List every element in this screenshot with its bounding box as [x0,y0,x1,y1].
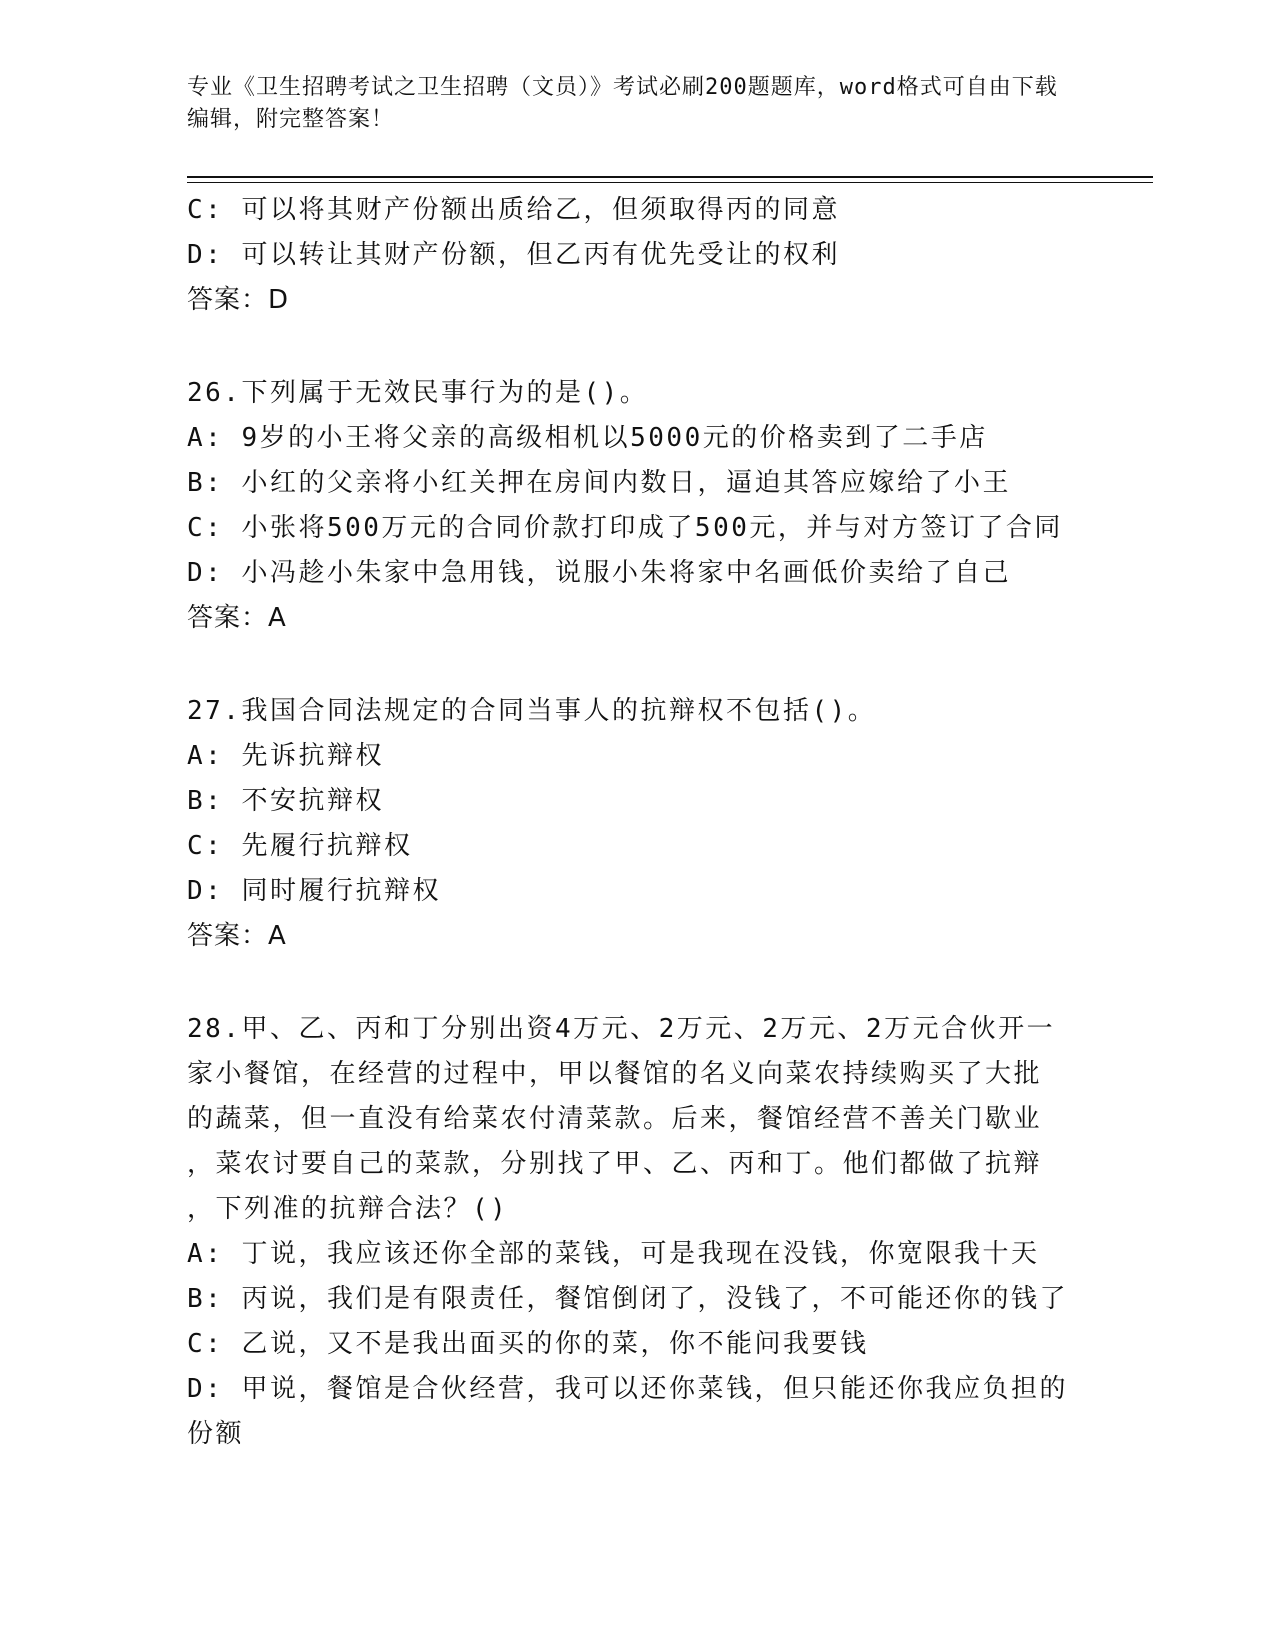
page-header: 专业《卫生招聘考试之卫生招聘（文员）》考试必刷200题题库，word格式可自由下载编辑，附完整答案！ [187,75,1058,132]
q26-option-a: A: 9岁的小王将父亲的高级相机以5000元的价格卖到了二手店 [187,423,988,453]
prev-option-c: C: 可以将其财产份额出质给乙，但须取得丙的同意 [187,195,840,225]
q28-option-c: C: 乙说，又不是我出面买的你的菜，你不能问我要钱 [187,1329,869,1359]
q28-stem-line-1: 28.甲、乙、丙和丁分别出资4万元、2万元、2万元、2万元合伙开一 [187,1014,1056,1044]
q28-option-a: A: 丁说，我应该还你全部的菜钱，可是我现在没钱，你宽限我十天 [187,1239,1040,1269]
q28-stem-line-4: ，菜农讨要自己的菜款，分别找了甲、乙、丙和丁。他们都做了抗辩 [187,1149,1043,1179]
q26-option-d: D: 小冯趁小朱家中急用钱，说服小朱将家中名画低价卖给了自己 [187,558,1011,588]
q26-stem: 26.下列属于无效民事行为的是()。 [187,378,649,408]
q26-option-c: C: 小张将500万元的合同价款打印成了500元，并与对方签订了合同 [187,513,1063,543]
q26-option-b: B: 小红的父亲将小红关押在房间内数日，逼迫其答应嫁给了小王 [187,468,1011,498]
prev-answer: 答案：D [187,285,290,315]
q27-option-a: A: 先诉抗辩权 [187,741,384,771]
q27-option-d: D: 同时履行抗辩权 [187,876,441,906]
spacer [187,959,1087,1007]
q28-option-d: D: 甲说，餐馆是合伙经营，我可以还你菜钱，但只能还你我应负担的 [187,1374,1068,1404]
header-rule-thick [187,176,1153,178]
header-rule-thin [187,182,1153,183]
q27-answer: 答案：A [187,921,287,951]
q28-stem-line-2: 家小餐馆，在经营的过程中，甲以餐馆的名义向菜农持续购买了大批 [187,1059,1043,1089]
spacer [187,323,1087,371]
q28-stem-line-3: 的蔬菜，但一直没有给菜农付清菜款。后来，餐馆经营不善关门歇业 [187,1104,1043,1134]
q27-option-b: B: 不安抗辩权 [187,786,384,816]
q27-option-c: C: 先履行抗辩权 [187,831,413,861]
q28-option-d-continued: 份额 [187,1419,245,1449]
spacer [187,641,1087,689]
prev-option-d: D: 可以转让其财产份额，但乙丙有优先受让的权利 [187,240,840,270]
q28-option-b: B: 丙说，我们是有限责任，餐馆倒闭了，没钱了，不可能还你的钱了 [187,1284,1068,1314]
question-content [187,188,1087,1457]
q27-stem: 27.我国合同法规定的合同当事人的抗辩权不包括()。 [187,696,877,726]
q26-answer: 答案：A [187,603,287,633]
q28-stem-line-5: ，下列准的抗辩合法？() [187,1194,509,1224]
